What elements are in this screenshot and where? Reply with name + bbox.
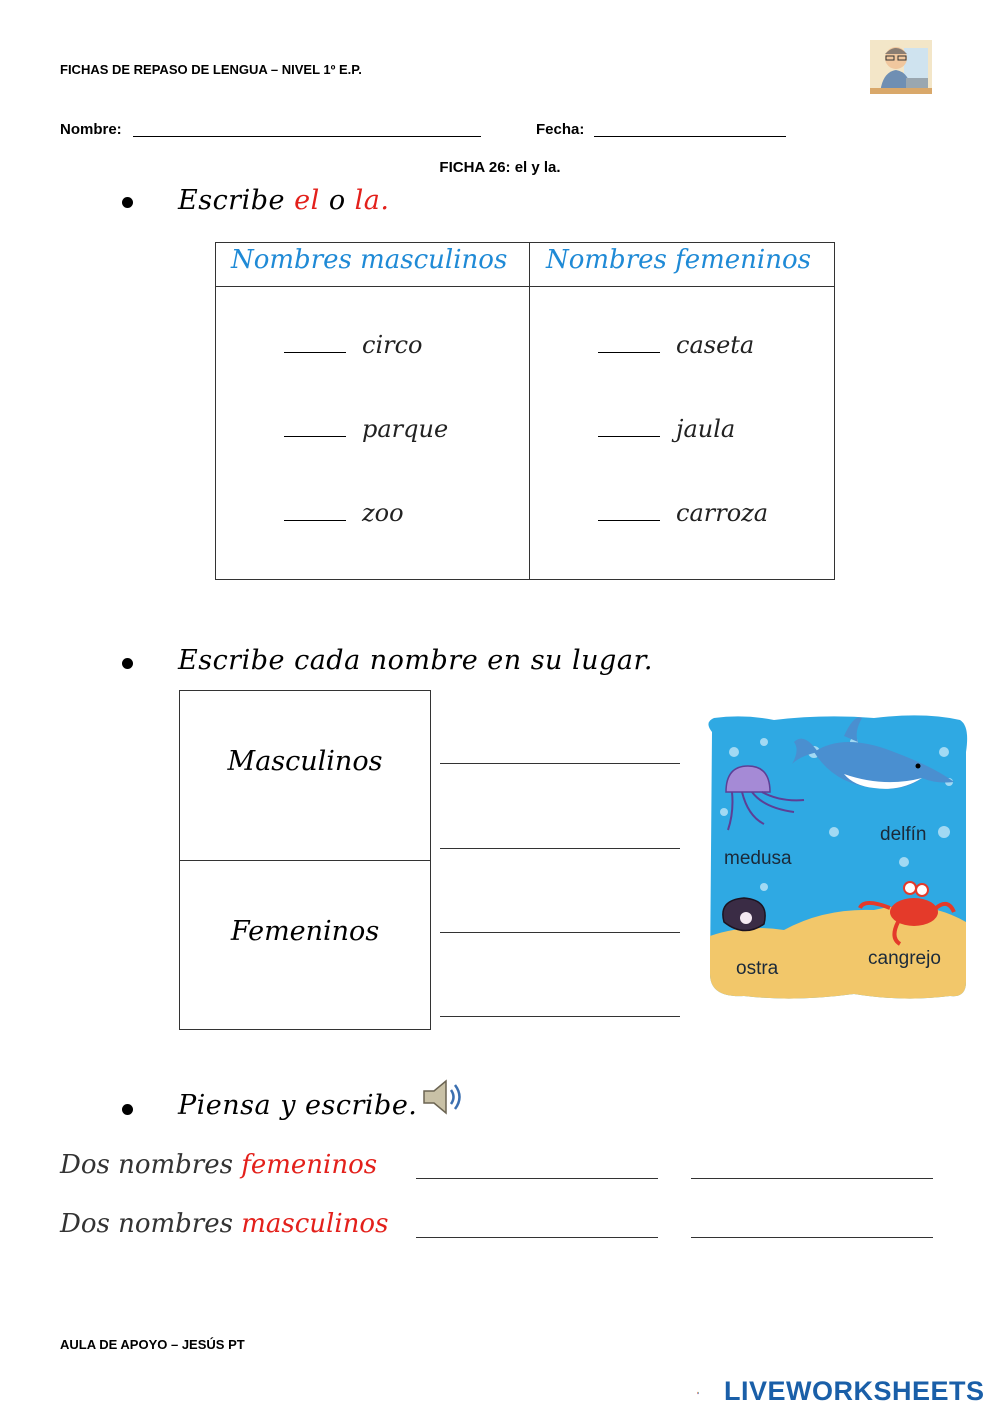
column-header-feminine: Nombres femeninos [546,245,811,275]
series-title: FICHAS DE REPASO DE LENGUA – NIVEL 1º E.P. [60,62,362,77]
bullet-icon [122,197,133,208]
bullet-icon [122,1104,133,1115]
answer-line-masculine-name-2[interactable] [691,1237,933,1238]
column-header-masculine: Nombres masculinos [231,245,508,275]
article-blank[interactable] [284,520,346,521]
think-row-highlight: masculinos [241,1209,389,1239]
box-label-masculinos: Masculinos [227,746,383,777]
answer-line-feminine-name-2[interactable] [691,1178,933,1179]
table-column-divider [529,243,530,579]
article-blank[interactable] [598,352,660,353]
think-row-masculine [60,1209,388,1239]
ficha-title: FICHA 26: el y la. [439,159,561,176]
instruction-1-main: Escribe [178,185,285,216]
answer-line-masculine-2[interactable] [440,848,680,849]
article-blank[interactable] [598,436,660,437]
label-ostra: ostra [736,958,779,979]
label-delfin: delfín [880,824,927,845]
fecha-field[interactable] [594,136,786,137]
word-row [284,499,404,527]
word-el: el [294,185,320,216]
word: parque [362,415,449,443]
instruction-2: Escribe cada nombre en su lugar. [178,645,653,676]
instruction-1 [178,185,390,216]
word: zoo [362,499,404,527]
instruction-3: Piensa y escribe. [178,1090,418,1121]
answer-line-feminine-2[interactable] [440,1016,680,1017]
think-row-prefix: Dos nombres [60,1150,233,1180]
label-cangrejo: cangrejo [868,948,941,969]
instruction-1-end: . [380,185,390,216]
liveworksheets-logo [697,1378,721,1408]
think-row-highlight: femeninos [241,1150,378,1180]
instruction-1-connector: o [328,185,346,216]
word-la: la [354,185,381,216]
think-row-prefix: Dos nombres [60,1209,233,1239]
answer-line-feminine-1[interactable] [440,932,680,933]
word: jaula [676,415,736,443]
article-blank[interactable] [284,436,346,437]
teacher-avatar-icon [870,40,932,94]
speaker-icon[interactable] [420,1077,466,1117]
label-medusa: medusa [724,848,792,869]
gender-table [215,242,835,580]
word-row [598,415,735,443]
article-blank[interactable] [284,352,346,353]
nombre-field[interactable] [133,136,481,137]
word: circo [362,331,423,359]
think-row-feminine [60,1150,377,1180]
sort-box-divider [180,860,430,861]
table-header-divider [216,286,834,287]
word-row [598,499,768,527]
word: carroza [676,499,769,527]
bullet-icon [122,658,133,669]
word-row [284,415,448,443]
box-label-femeninos: Femeninos [230,916,380,947]
sort-box [179,690,431,1030]
footer-text: AULA DE APOYO – JESÚS PT [60,1337,245,1352]
answer-line-masculine-1[interactable] [440,763,680,764]
liveworksheets-brand[interactable]: LIVEWORKSHEETS [724,1376,985,1406]
sea-animals-picture [704,712,970,1000]
article-blank[interactable] [598,520,660,521]
answer-line-masculine-name-1[interactable] [416,1237,658,1238]
word: caseta [676,331,755,359]
word-row [284,331,422,359]
word-row [598,331,754,359]
nombre-label: Nombre: [60,121,122,138]
fecha-label: Fecha: [536,121,585,138]
answer-line-feminine-name-1[interactable] [416,1178,658,1179]
